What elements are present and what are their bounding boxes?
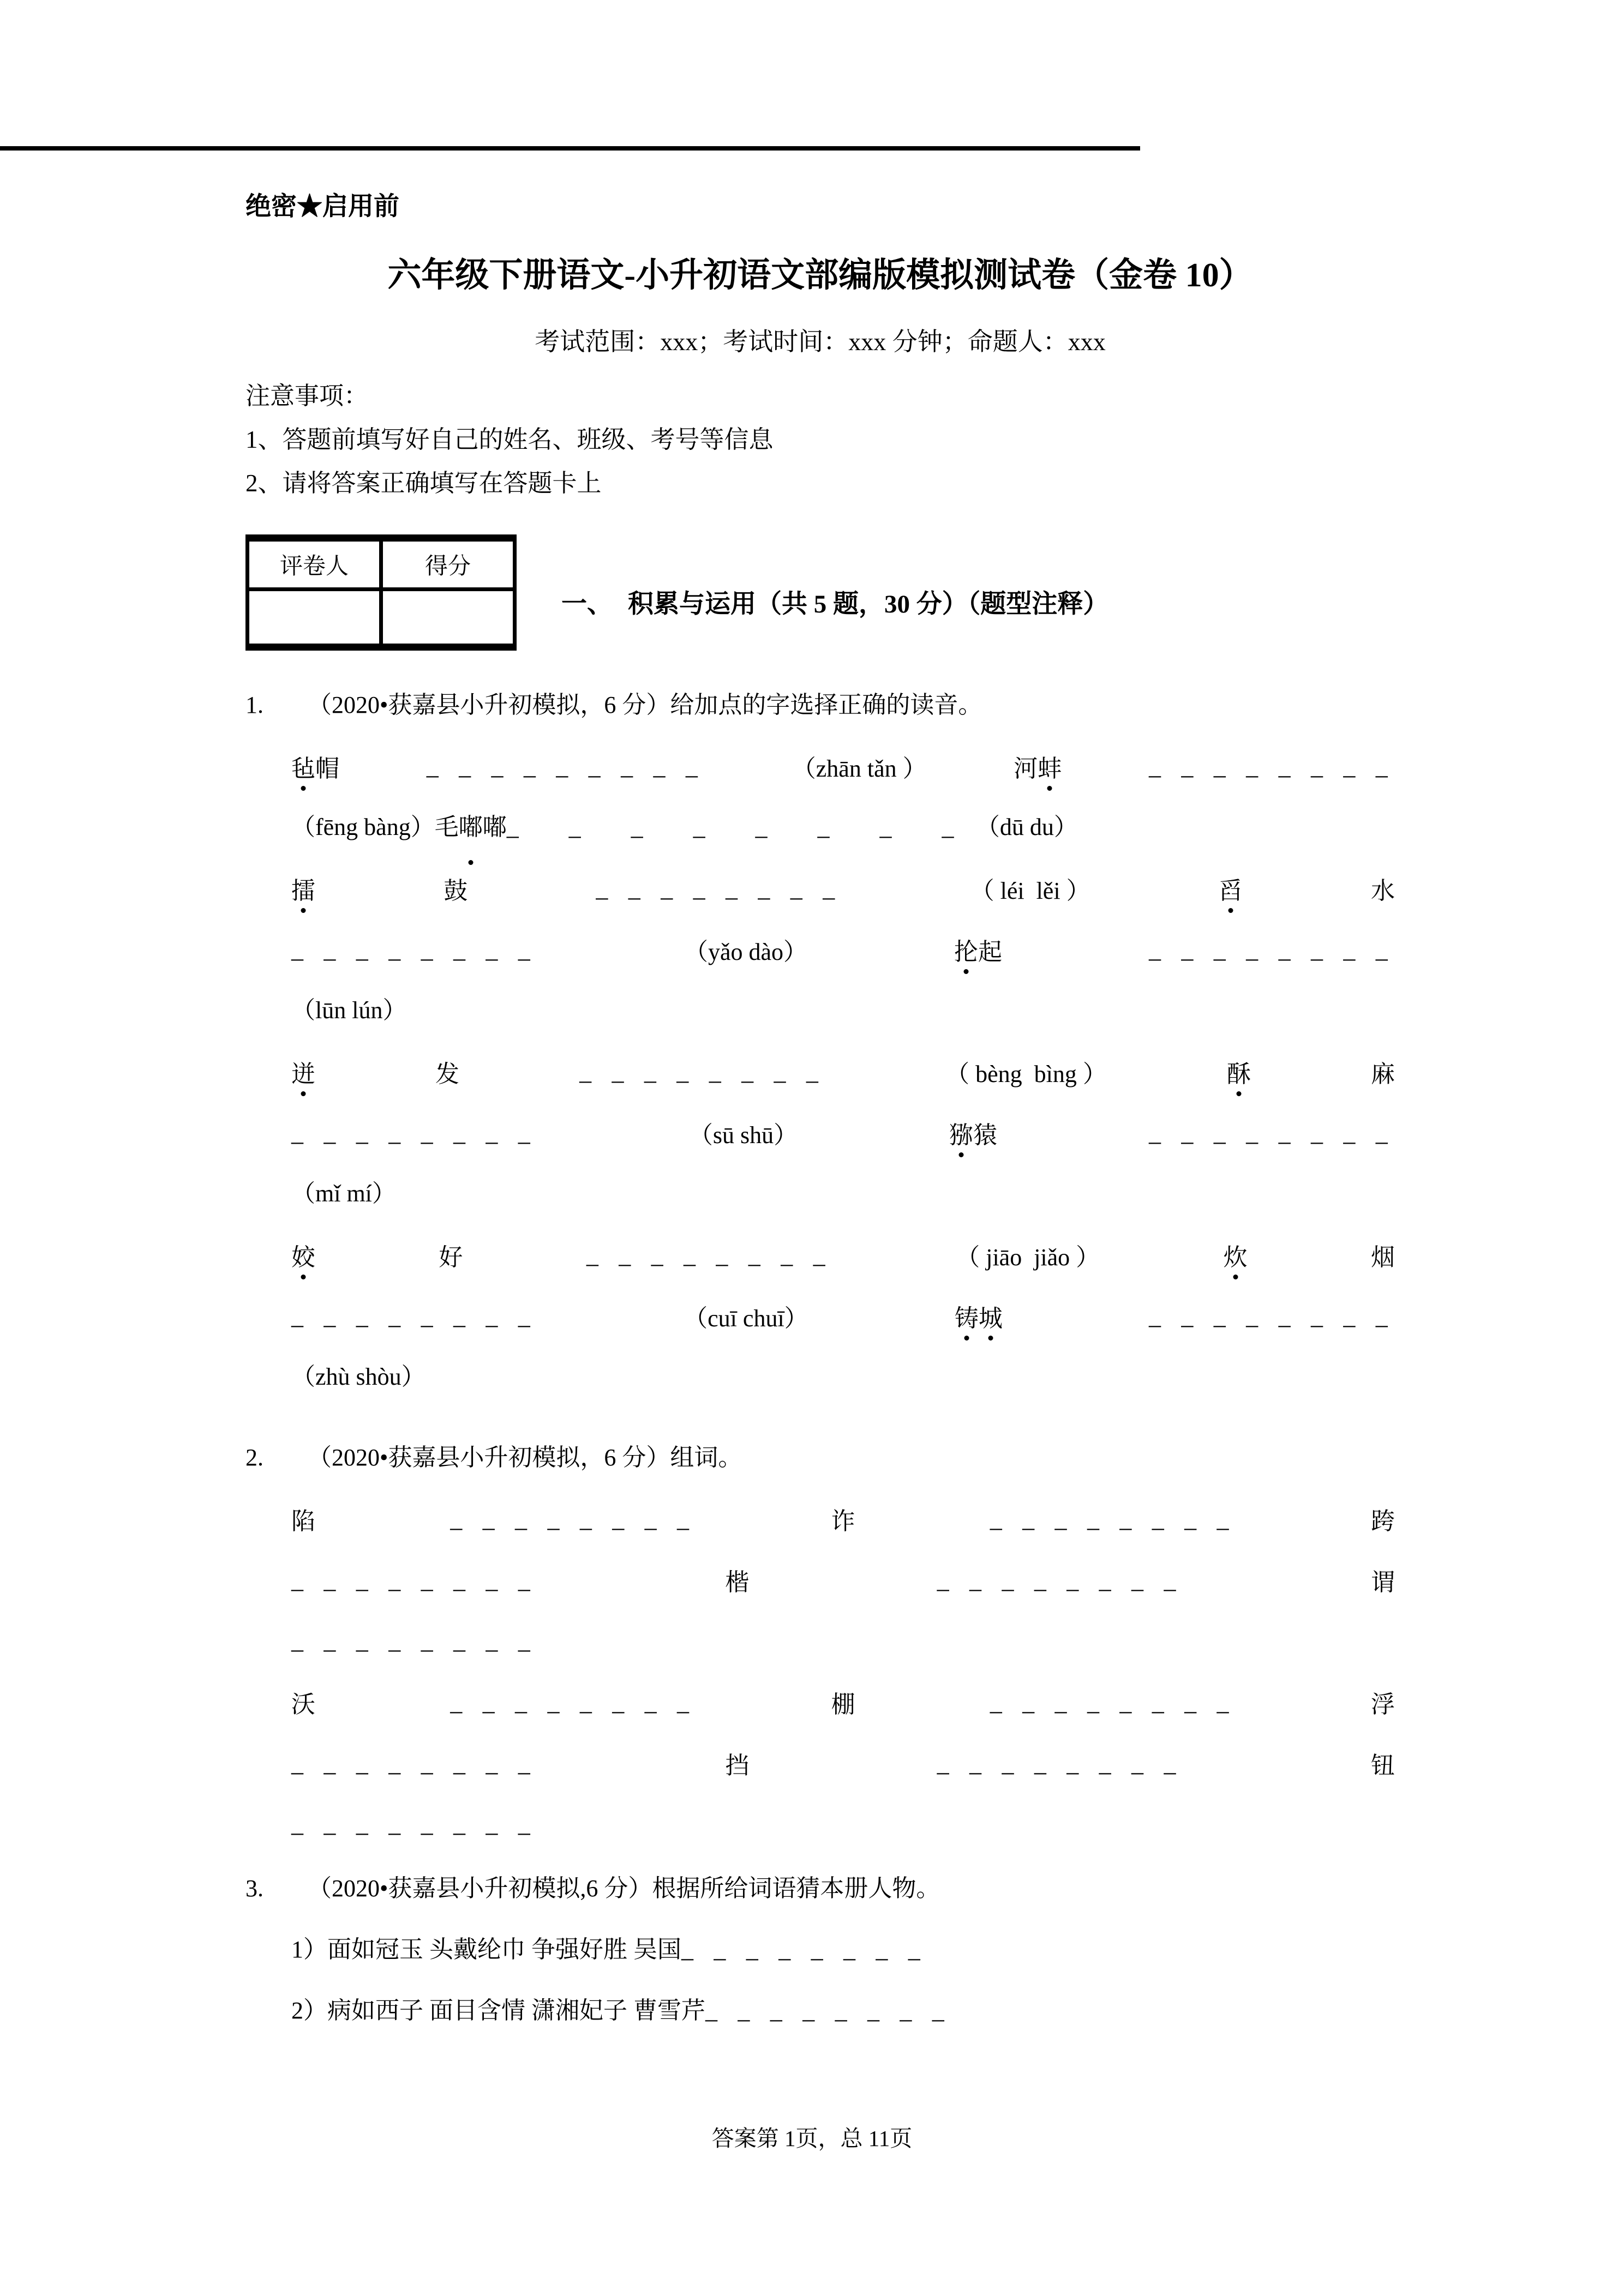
question-2-header [245,1440,1395,1475]
target-word [435,814,507,840]
dotted-char: 猕 [949,1115,973,1150]
page-footer: 答案第 1页，总 11页 [711,2126,913,2151]
answer-line [291,1102,1395,1163]
word-char: 起 [978,939,1002,965]
word-char: 嘟 [482,814,507,840]
score-table-header-grader: 评卷人 [248,538,381,590]
answer-line [291,1549,1395,1610]
page-title: 六年级下册语文-小升初语文部编版模拟测试卷（金卷 10） [387,257,1253,294]
word-char: 棚 [831,1691,855,1718]
answer-blank: _ _ _ _ _ _ _ _ [937,1566,1183,1594]
answer-blank: _ _ _ _ _ _ _ _ [450,1688,697,1716]
target-word [1014,749,1062,784]
answer-blank: _ _ _ _ _ _ _ _ [586,1241,832,1269]
word-char: 浮 [1371,1691,1395,1718]
section-number: 一、 [561,590,613,618]
pinyin-options: （cuī chuī） [684,1305,808,1332]
answer-blank: _ _ _ _ _ _ _ _ [596,875,842,902]
answer-blank: _ _ _ _ _ _ _ _ [990,1688,1236,1716]
answer-blank: _ _ _ _ _ _ _ _ [291,1750,537,1777]
answer-line [291,858,1395,919]
answer-blank: _ _ _ _ _ _ _ _ [1148,1119,1395,1146]
word-char: 钮 [1370,1752,1395,1779]
pinyin-options: （lūn lún） [291,997,407,1024]
answer-line [291,1610,1395,1672]
notice-heading: 注意事项： [245,382,369,410]
dotted-char: 姣 [291,1237,315,1272]
sub-question-2 [291,1980,1395,2041]
answer-blank: _ _ _ _ _ _ _ _ [450,1505,697,1532]
answer-line [291,919,1395,980]
answer-blank: _ _ _ _ _ _ _ _ [506,814,976,840]
pinyin-options: （fēng bàng） [291,814,435,840]
word-char: 麻 [1371,1061,1395,1087]
question-3-content [291,1919,1395,2041]
dotted-char: 蚌 [1038,749,1062,784]
word-char: 沃 [291,1691,315,1718]
answer-blank: _ _ _ _ _ _ _ _ [937,1750,1183,1777]
score-table [245,534,517,651]
dotted-char: 酥 [1227,1054,1251,1089]
word-char: 鼓 [444,877,468,904]
notice-item-1: 1、答题前填写好自己的姓名、班级、考号等信息 [245,426,774,453]
answer-line [291,980,1395,1041]
question-2-stem: （2020•获嘉县小升初模拟，6 分）组词。 [308,1444,742,1471]
target-word [955,1299,1003,1333]
clue-text: 2）病如西子 面目含情 潇湘妃子 曹雪芹 [291,1997,705,2024]
pinyin-options: （mǐ mí） [291,1180,396,1207]
answer-blank: _ _ _ _ _ _ _ _ [579,1058,826,1085]
pinyin-options: （yǎo dào） [684,939,808,965]
word-char: 毛 [434,814,459,840]
answer-line [291,1794,1395,1855]
answer-line [291,1285,1395,1347]
dotted-char: 毡 [291,749,315,784]
dotted-char: 炊 [1224,1237,1248,1272]
answer-line [291,736,1395,797]
answer-blank: _ _ _ _ _ _ _ _ [291,1627,537,1654]
word-char: 发 [435,1061,460,1087]
pinyin-options: （sū shū） [688,1122,798,1149]
answer-line [291,1041,1395,1102]
answer-blank: _ _ _ _ _ _ _ _ [1148,936,1395,963]
question-3-number: 3. [245,1875,263,1902]
dotted-char: 擂 [291,871,315,906]
dotted-char: 舀 [1219,871,1243,906]
question-1-content [291,736,1395,1408]
page-content [245,190,1395,2041]
word-char: 河 [1014,755,1038,782]
pinyin-options: （ bèng bìng ） [945,1061,1107,1087]
pinyin-options: （ jiāo jiǎo ） [956,1244,1100,1271]
score-table-grader-cell [248,590,381,647]
word-char: 水 [1370,877,1395,904]
pinyin-options: （dū du） [975,814,1078,840]
answer-blank: _ _ _ _ _ _ _ _ [705,1997,951,2024]
score-table-section [245,534,1395,651]
word-char: 陷 [291,1508,315,1535]
answer-line [291,1733,1395,1794]
answer-blank: _ _ _ _ _ _ _ _ _ [426,753,705,780]
word-char: 诈 [831,1508,855,1535]
word-char: 帽 [315,755,339,782]
dotted-char: 嘟 [459,797,483,858]
answer-blank: _ _ _ _ _ _ _ _ [1148,1302,1395,1330]
question-1-stem: （2020•获嘉县小升初模拟，6 分）给加点的字选择正确的读音。 [308,692,982,718]
score-table-header-score: 得分 [381,538,515,590]
target-word [291,749,339,784]
word-char: 猿 [973,1122,998,1149]
question-3-stem: （2020•获嘉县小升初模拟,6 分）根据所给词语猜本册人物。 [308,1875,940,1902]
word-char: 谓 [1370,1569,1395,1596]
answer-line [291,1224,1395,1285]
answer-line [291,1347,1395,1408]
word-char: 挡 [725,1752,750,1779]
dotted-char: 城 [979,1299,1003,1333]
word-char: 楷 [725,1569,750,1596]
score-table-score-cell [381,590,515,647]
sub-question-1 [291,1919,1395,1980]
answer-blank: _ _ _ _ _ _ _ _ [291,1119,537,1146]
question-1-number: 1. [245,692,263,718]
question-1-header [245,688,1395,723]
exam-meta-line: 考试范围：xxx；考试时间：xxx 分钟；命题人：xxx [535,328,1106,356]
dotted-char: 抡 [954,932,978,967]
answer-blank: _ _ _ _ _ _ _ _ [1148,753,1395,780]
dotted-char: 铸 [955,1299,979,1333]
pinyin-options: （ léi lěi ） [970,877,1090,904]
word-char: 烟 [1371,1244,1395,1271]
notice-item-2: 2、请将答案正确填写在答题卡上 [245,470,602,497]
pinyin-options: （zhān tǎn ） [792,755,927,782]
section-title: 积累与运用（共 5 题，30 分）（题型注释） [628,590,1109,618]
answer-blank: _ _ _ _ _ _ _ _ [291,1811,537,1837]
answer-blank: _ _ _ _ _ _ _ _ [681,1936,927,1963]
answer-line [291,1672,1395,1733]
answer-blank: _ _ _ _ _ _ _ _ [990,1505,1236,1532]
answer-blank: _ _ _ _ _ _ _ _ [291,936,537,963]
pinyin-options: （zhù shòu） [291,1363,426,1390]
dotted-char: 迸 [291,1054,315,1089]
section-heading [561,587,1108,622]
word-char: 好 [439,1244,463,1271]
word-char: 跨 [1371,1508,1395,1535]
question-3-header [245,1871,1395,1906]
answer-line [291,797,1395,858]
header-rule [0,146,1140,151]
answer-blank: _ _ _ _ _ _ _ _ [291,1566,537,1594]
question-2-content [291,1488,1395,1855]
target-word [954,932,1002,967]
target-word [949,1115,997,1150]
classification-label: 绝密★启用前 [245,193,399,221]
clue-text: 1）面如冠玉 头戴纶巾 争强好胜 吴国 [291,1936,681,1963]
answer-line [291,1488,1395,1549]
answer-blank: _ _ _ _ _ _ _ _ [291,1302,537,1330]
score-table-header-row [248,538,515,590]
question-2-number: 2. [245,1444,263,1471]
score-table-value-row [248,590,515,647]
answer-line [291,1163,1395,1224]
